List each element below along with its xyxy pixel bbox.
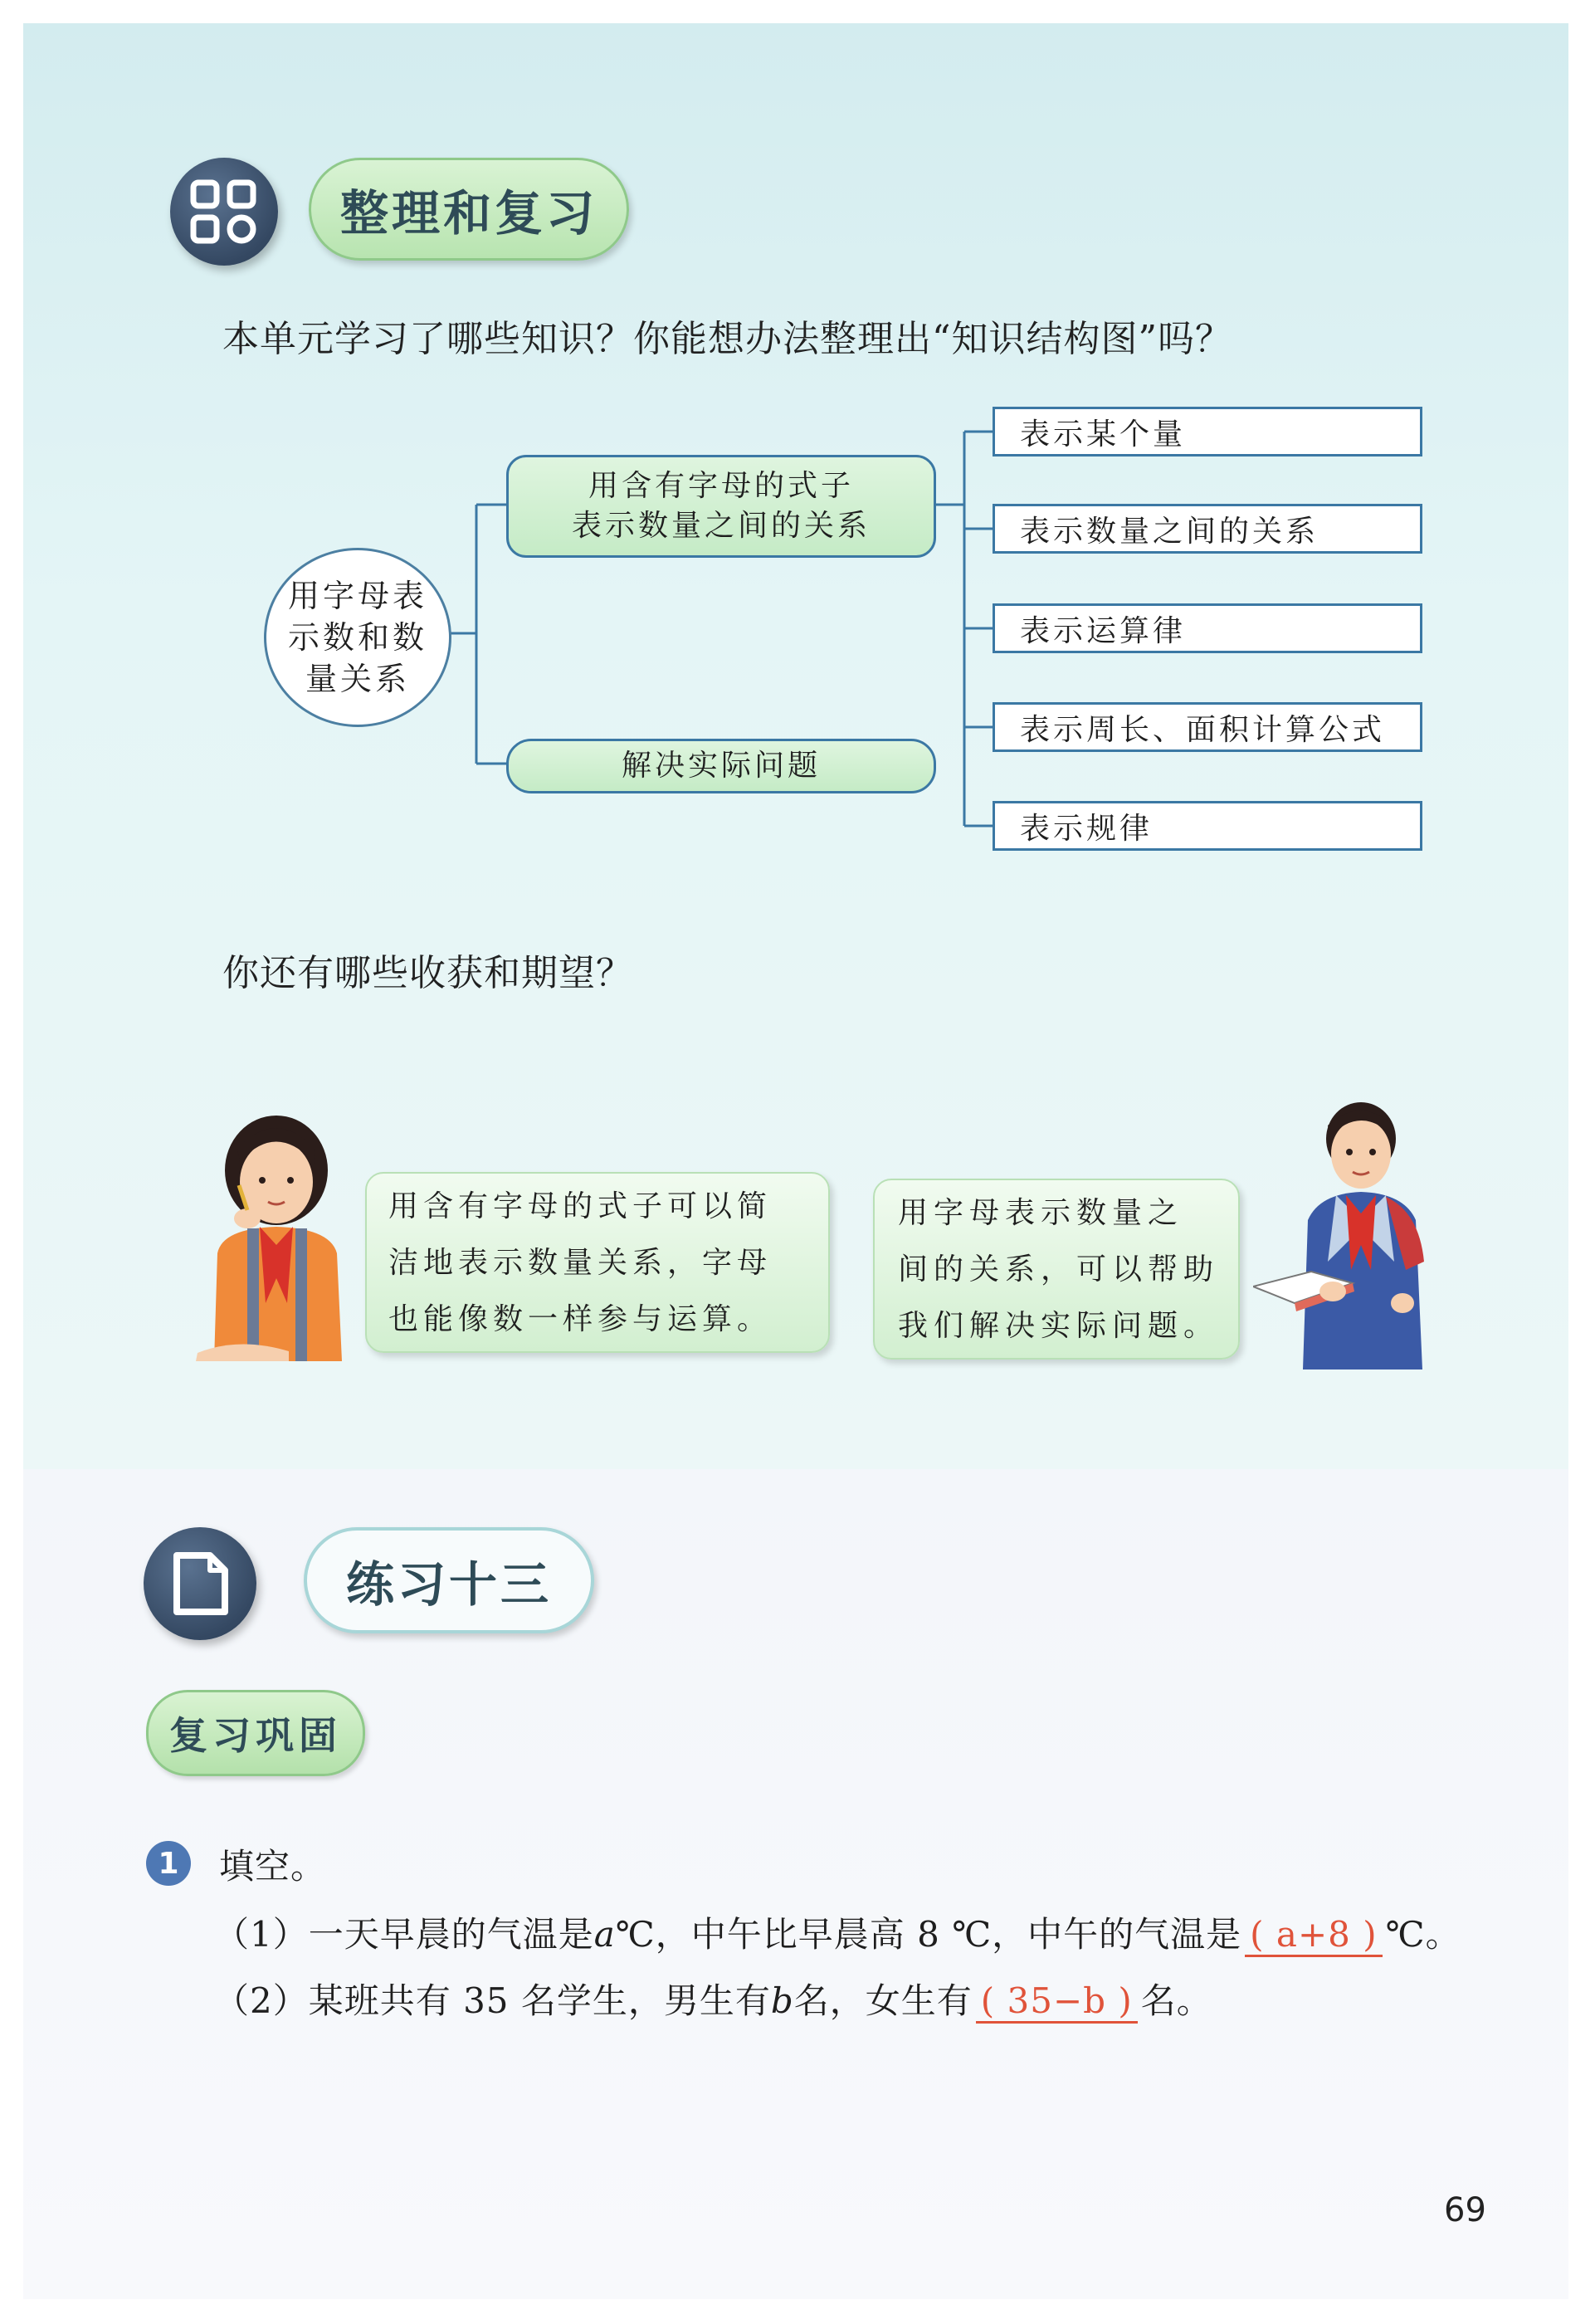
bubble-line: 间的关系，可以帮助 — [898, 1252, 1220, 1286]
boy-illustration — [1253, 1096, 1444, 1370]
speech-bubble-boy — [873, 1179, 1240, 1360]
diagram-branch-line: 表示数量之间的关系 — [571, 509, 871, 543]
section-tag: 复习巩固 — [146, 1690, 365, 1776]
bubble-line: 用字母表示数量之 — [898, 1196, 1184, 1230]
problem-item-2 — [214, 1974, 1212, 2024]
diagram-leaf: 表示某个量 — [993, 407, 1422, 456]
item1-variable: a — [593, 1914, 616, 1955]
document-icon — [144, 1527, 256, 1640]
diagram-root-line: 示数和数 — [287, 619, 427, 656]
problem-number-badge: 1 — [146, 1841, 191, 1886]
exercise-title: 练习十三 — [304, 1527, 594, 1633]
item2-variable: b — [770, 1980, 794, 2021]
girl-illustration — [189, 1112, 363, 1361]
bubble-line: 我们解决实际问题。 — [898, 1309, 1220, 1343]
review-prompt: 本单元学习了哪些知识？你能想办法整理出“知识结构图”吗？ — [222, 318, 1232, 360]
item1-mid: ℃，中午比早晨高 8 ℃，中午的气温是 — [615, 1914, 1242, 1955]
review-question: 你还有哪些收获和期望？ — [222, 952, 633, 994]
bubble-line: 洁地表示数量关系，字母 — [388, 1246, 773, 1280]
diagram-root — [264, 548, 451, 727]
diagram-leaf: 表示运算律 — [993, 603, 1422, 653]
item1-answer-blank[interactable]: ( a+8 ) — [1245, 1914, 1382, 1957]
item2-prefix: （2）某班共有 35 名学生，男生有 — [214, 1980, 771, 2021]
diagram-leaf: 表示数量之间的关系 — [993, 504, 1422, 554]
diagram-branch-line: 用含有字母的式子 — [588, 469, 854, 503]
review-title: 整理和复习 — [309, 158, 629, 261]
speech-bubble-girl — [365, 1172, 830, 1353]
item2-answer-blank[interactable]: ( 35−b ) — [976, 1980, 1138, 2024]
diagram-root-line: 用字母表 — [287, 578, 427, 614]
item1-suffix: ℃。 — [1385, 1914, 1461, 1955]
diagram-root-line: 量关系 — [305, 661, 410, 697]
item2-suffix: 名。 — [1140, 1980, 1212, 2021]
problem-title: 填空。 — [219, 1846, 327, 1887]
page-number: 69 — [1444, 2191, 1486, 2229]
bubble-line: 也能像数一样参与运算。 — [388, 1302, 773, 1336]
diagram-branch-expression — [506, 455, 936, 558]
diagram-leaf: 表示周长、面积计算公式 — [993, 702, 1422, 752]
diagram-leaf: 表示规律 — [993, 801, 1422, 851]
item1-prefix: （1）一天早晨的气温是 — [214, 1914, 594, 1955]
diagram-branch-problem: 解决实际问题 — [506, 739, 936, 793]
problem-item-1 — [214, 1907, 1461, 1957]
item2-mid: 名，女生有 — [793, 1980, 973, 2021]
bubble-line: 用含有字母的式子可以简 — [388, 1189, 773, 1223]
